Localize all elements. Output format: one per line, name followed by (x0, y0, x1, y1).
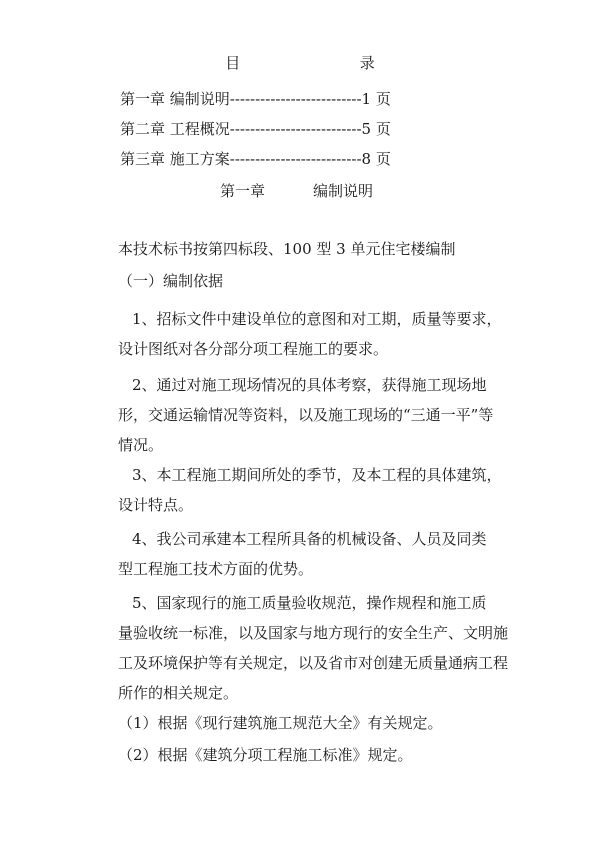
paragraph-line: 形，交通运输情况等资料，以及施工现场的“三通一平”等 (118, 406, 494, 424)
paragraph-line: 设计特点。 (118, 496, 194, 514)
paragraph-line: 型工程施工技术方面的优势。 (118, 560, 314, 578)
toc-title (0, 52, 600, 73)
paragraph-line: 情况。 (118, 436, 164, 454)
paragraph-line: 5、国家现行的施工质量验收规范，操作规程和施工质 (132, 594, 487, 612)
sub-item-2: （2）根据《建筑分项工程施工标准》规定。 (118, 746, 413, 764)
paragraph-4 (118, 524, 498, 584)
paragraph-line: 2、通过对施工现场情况的具体考察，获得施工现场地 (132, 376, 487, 394)
chapter-title: 编制说明 (313, 182, 374, 200)
chapter-heading (220, 180, 373, 201)
paragraph-1 (118, 304, 502, 364)
paragraph-5 (118, 588, 509, 708)
paragraph-line: 4、我公司承建本工程所具备的机械设备、人员及同类 (132, 530, 487, 548)
sub-item-1: （1）根据《现行建筑施工规范大全》有关规定。 (118, 714, 443, 732)
section-heading: （一）编制依据 (118, 272, 224, 290)
intro-text: 本技术标书按第四标段、100 型 3 单元住宅楼编制 (118, 240, 456, 258)
paragraph-line: 1、招标文件中建设单位的意图和对工期，质量等要求， (132, 310, 502, 328)
toc-entry-1: 第一章 编制说明--------------------------1 页 (120, 90, 391, 108)
chapter-number: 第一章 (220, 182, 266, 200)
toc-entry-2: 第二章 工程概况--------------------------5 页 (120, 120, 391, 138)
toc-entry-3: 第三章 施工方案--------------------------8 页 (120, 150, 391, 168)
paragraph-line: 3、本工程施工期间所处的季节，及本工程的具体建筑， (132, 466, 502, 484)
toc-title-right: 录 (359, 54, 375, 72)
paragraph-line: 工及环境保护等有关规定，以及省市对创建无质量通病工程 (118, 654, 509, 672)
paragraph-line: 量验收统一标准，以及国家与地方现行的安全生产、文明施 (118, 624, 509, 642)
toc-title-left: 目 (225, 54, 241, 72)
paragraph-line: 设计图纸对各分部分项工程施工的要求。 (118, 340, 389, 358)
paragraph-line: 所作的相关规定。 (118, 684, 239, 702)
paragraph-3 (118, 460, 502, 520)
paragraph-2 (118, 370, 498, 460)
